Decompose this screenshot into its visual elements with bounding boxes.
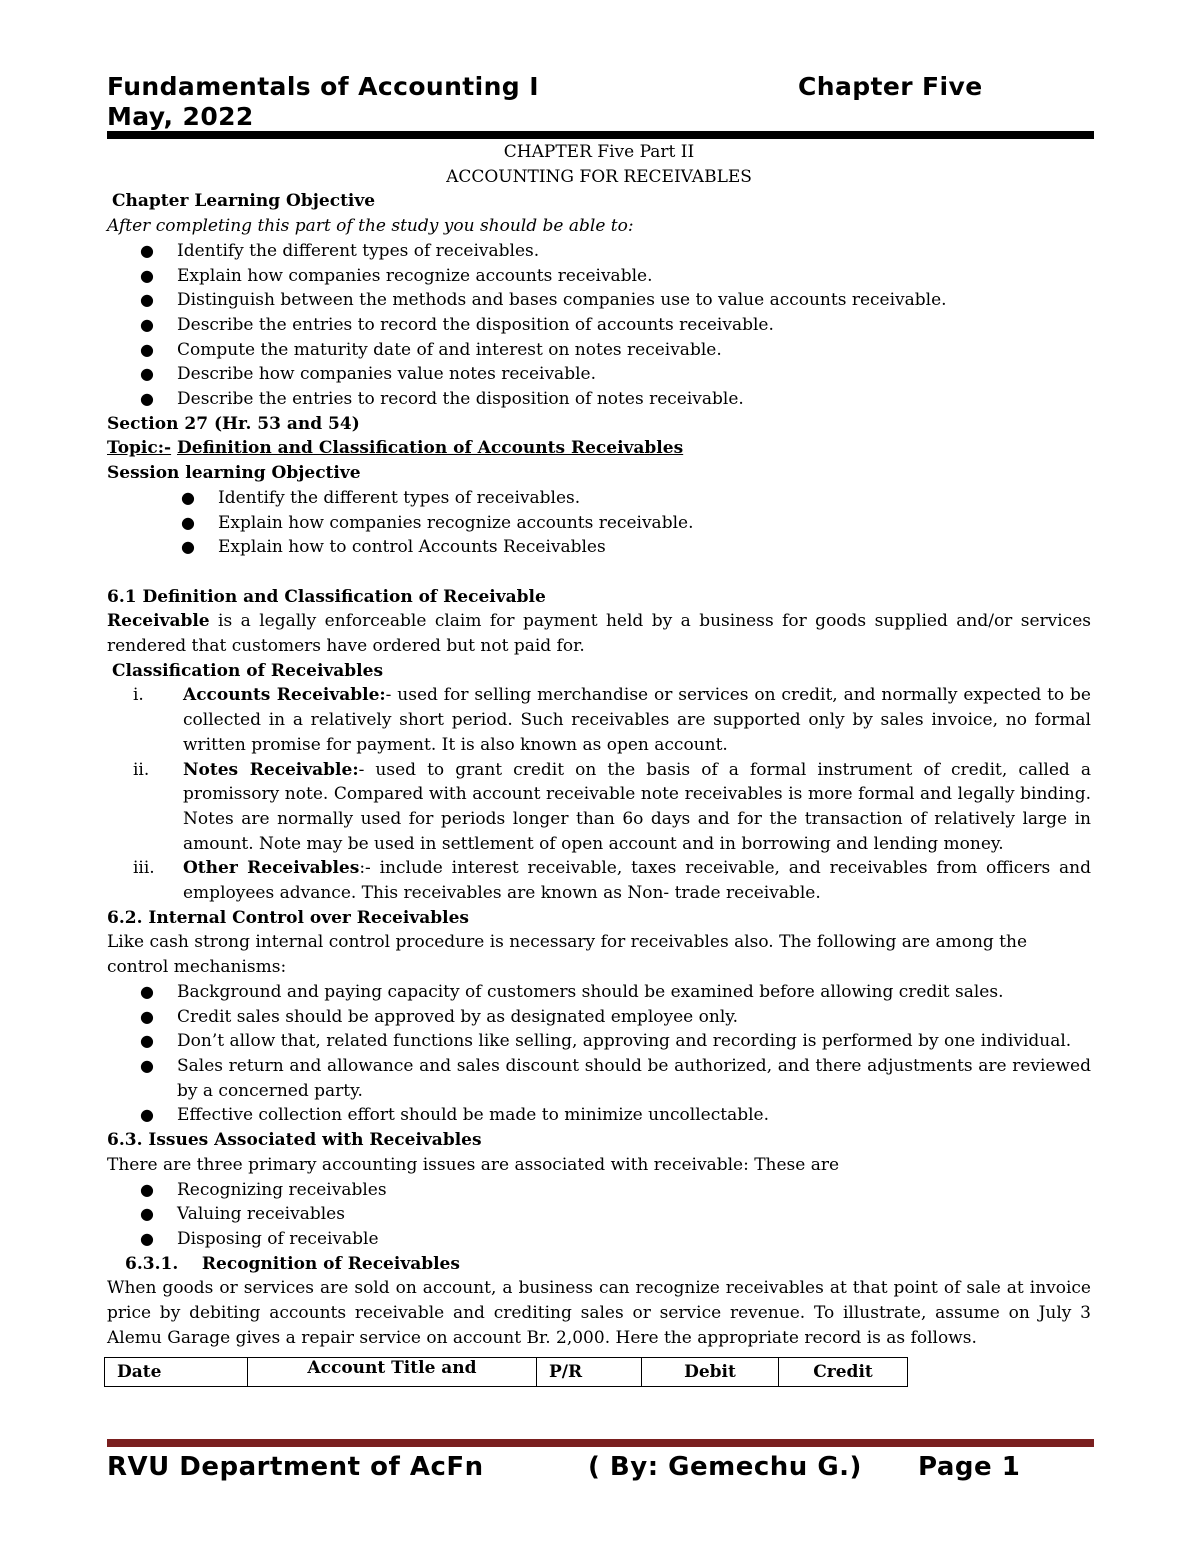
topic-prefix: Topic:-: [107, 438, 172, 459]
list-item: iii. Other Receivables:- include interest receivable, taxes receivable, and receivables from officers and employees advance. This receivables are known as Non- trade receivable.: [133, 858, 1092, 904]
list-item: ● Disposing of receivable: [107, 1227, 1091, 1252]
bullet-icon: ●: [140, 1204, 154, 1224]
bullet-icon: ●: [140, 1031, 154, 1051]
chapter-label: Chapter Five: [798, 72, 983, 101]
list-item: ● Compute the maturity date of and interest on notes receivable.: [107, 338, 1091, 363]
bullet-icon: ●: [140, 364, 154, 384]
document-body: [107, 140, 1091, 1350]
s62-heading: 6.2. Internal Control over Receivables: [107, 907, 469, 928]
list-item: ● Sales return and allowance and sales discount should be authorized, and there adjustments are reviewed by a concerned party.: [140, 1056, 1091, 1101]
list-item: ● Identify the different types of receivables.: [107, 486, 1091, 511]
classification-list: [107, 683, 1091, 905]
objectives-intro: After completing this part of the study you should be able to:: [107, 216, 634, 237]
footer-dept: RVU Department of AcFn: [107, 1452, 484, 1482]
col-pr: P/R: [537, 1358, 642, 1387]
list-item: ● Recognizing receivables: [107, 1178, 1091, 1203]
list-item: ● Valuing receivables: [107, 1202, 1091, 1227]
session-list: [107, 486, 1091, 560]
list-item: ● Explain how companies recognize accounts receivable.: [107, 264, 1091, 289]
page-header: [107, 72, 1097, 102]
list-item: ● Describe how companies value notes receivable.: [107, 362, 1091, 387]
col-date: Date: [105, 1358, 248, 1387]
col-account-title: Account Title and: [248, 1358, 537, 1387]
list-item: ● Identify the different types of receivables.: [107, 239, 1091, 264]
table-header-row: [105, 1358, 908, 1387]
session-heading: Session learning Objective: [107, 463, 361, 484]
s631-heading: 6.3.1. Recognition of Receivables: [125, 1253, 460, 1274]
journal-table: [104, 1357, 908, 1387]
col-debit: Debit: [642, 1358, 779, 1387]
topic-line: [107, 436, 1091, 461]
bullet-icon: ●: [140, 1179, 154, 1199]
s631-text: When goods or services are sold on account, a business can recognize receivables at that point of sale at invoice price by debiting accounts receivable and crediting sales or service revenue. To illustrate, assume on July 3 Alemu Garage gives a repair service on account Br. 2,000. Here the appropriate record is as follows.: [107, 1278, 1091, 1348]
header-date: May, 2022: [107, 102, 254, 131]
course-title: Fundamentals of Accounting I: [107, 72, 539, 101]
list-item: i. Accounts Receivable:- used for selling merchandise or services on credit, and normally expected to be collected in a relatively short period. Such receivables are supported only by sales invoice, no formal written promise for payment. It is also known as open account.: [133, 685, 1091, 755]
list-item: ● Credit sales should be approved by as designated employee only.: [107, 1005, 1091, 1030]
bullet-icon: ●: [140, 240, 154, 260]
bullet-icon: ●: [140, 1105, 154, 1125]
col-credit: Credit: [779, 1358, 908, 1387]
footer-rule: [107, 1439, 1094, 1447]
bullet-icon: ●: [140, 339, 154, 359]
s63-intro: There are three primary accounting issues are associated with receivable: These are: [107, 1154, 840, 1175]
chapter-subtitle: ACCOUNTING FOR RECEIVABLES: [446, 166, 752, 187]
s62-intro: Like cash strong internal control procedure is necessary for receivables also. The following are among the control mechanisms:: [107, 932, 1028, 978]
page-number: Page 1: [918, 1452, 1021, 1482]
s63-heading: 6.3. Issues Associated with Receivables: [107, 1130, 482, 1151]
footer-author: ( By: Gemechu G.): [588, 1452, 862, 1482]
bullet-icon: ●: [140, 290, 154, 310]
bullet-icon: ●: [140, 1006, 154, 1026]
bullet-icon: ●: [140, 389, 154, 409]
list-item: ● Background and paying capacity of customers should be examined before allowing credit sales.: [107, 980, 1091, 1005]
definition-text: is a legally enforceable claim for payment held by a business for goods supplied and/or services rendered that customers have ordered but not paid for.: [107, 611, 1091, 657]
objectives-heading: Chapter Learning Objective: [112, 191, 376, 212]
list-item: ● Explain how companies recognize accounts receivable.: [107, 511, 1091, 536]
bullet-icon: ●: [140, 1056, 154, 1075]
list-item: ● Effective collection effort should be made to minimize uncollectable.: [107, 1103, 1091, 1128]
list-item: ii. Notes Receivable:- used to grant credit on the basis of a formal instrument of credit, called a promissory note. Compared with account receivable note receivables is more formal and legally binding. Notes are normally used for periods longer than 6o days and for the transaction of relatively large in amount. Note may be used in settlement of open account and in borrowing and lending money.: [133, 759, 1091, 854]
issues-list: [107, 1178, 1091, 1252]
definition-term: Receivable: [107, 611, 210, 632]
classification-heading: Classification of Receivables: [112, 660, 384, 681]
control-list: [107, 980, 1091, 1128]
bullet-icon: ●: [181, 537, 195, 557]
s61-definition: [107, 609, 1091, 658]
section-label: Section 27 (Hr. 53 and 54): [107, 413, 360, 434]
chapter-title: CHAPTER Five Part II: [503, 142, 695, 162]
bullet-icon: ●: [181, 512, 195, 532]
list-item: ● Distinguish between the methods and bases companies use to value accounts receivable.: [107, 288, 1091, 313]
list-item: ● Don’t allow that, related functions like selling, approving and recording is performed by one individual.: [107, 1029, 1091, 1054]
bullet-icon: ●: [140, 1228, 154, 1248]
bullet-icon: ●: [140, 265, 154, 285]
bullet-icon: ●: [140, 314, 154, 334]
bullet-icon: ●: [140, 981, 154, 1001]
list-item: ● Explain how to control Accounts Receivables: [107, 535, 1091, 560]
topic-title: Definition and Classification of Accounts Receivables: [177, 438, 684, 459]
bullet-icon: ●: [181, 487, 195, 507]
spacer: [107, 560, 1091, 585]
header-rule: [107, 131, 1094, 139]
objectives-list: [107, 239, 1091, 412]
list-item: ● Describe the entries to record the disposition of notes receivable.: [107, 387, 1091, 412]
s61-heading: 6.1 Definition and Classification of Receivable: [107, 586, 546, 607]
list-item: ● Describe the entries to record the disposition of accounts receivable.: [107, 313, 1091, 338]
